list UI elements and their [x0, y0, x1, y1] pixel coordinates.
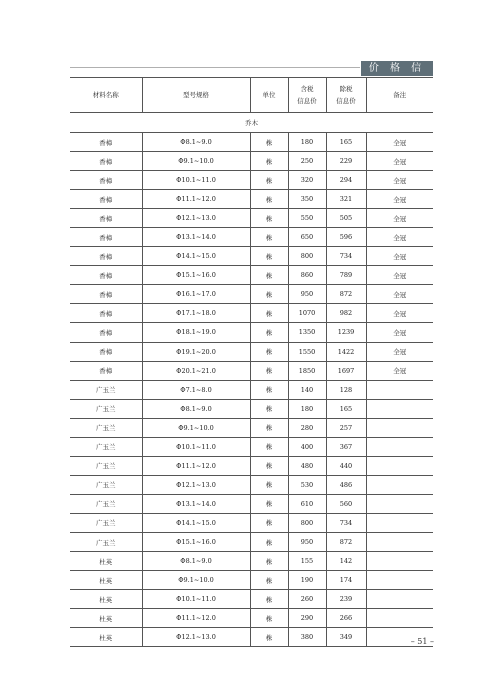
- cell-spec: Φ13.1~14.0: [142, 228, 250, 247]
- table-row: [70, 437, 433, 456]
- cell-tax-excluded-price: 872: [326, 285, 366, 304]
- cell-unit: 株: [250, 171, 288, 190]
- cell-unit: 株: [250, 456, 288, 475]
- cell-tax-excluded-price: 596: [326, 228, 366, 247]
- cell-material: 香樟: [70, 209, 142, 228]
- cell-tax-excluded-price: 1422: [326, 342, 366, 361]
- header-rule: [70, 67, 360, 68]
- cell-material: 香樟: [70, 171, 142, 190]
- cell-remark: 全冠: [366, 304, 433, 323]
- cell-tax-excluded-price: 142: [326, 552, 366, 571]
- cell-remark: 全冠: [366, 190, 433, 209]
- cell-material: 香樟: [70, 133, 142, 152]
- cell-material: 香樟: [70, 190, 142, 209]
- cell-unit: 株: [250, 590, 288, 609]
- cell-tax-included-price: 800: [288, 247, 326, 266]
- cell-tax-excluded-price: 165: [326, 133, 366, 152]
- cell-spec: Φ8.1~9.0: [142, 399, 250, 418]
- cell-unit: 株: [250, 323, 288, 342]
- cell-unit: 株: [250, 380, 288, 399]
- cell-remark: 全冠: [366, 152, 433, 171]
- cell-material: 广玉兰: [70, 456, 142, 475]
- table-row: [70, 552, 433, 571]
- cell-tax-excluded-price: 367: [326, 437, 366, 456]
- cell-material: 香樟: [70, 266, 142, 285]
- cell-tax-included-price: 290: [288, 609, 326, 628]
- column-header-remark: 备注: [366, 78, 433, 113]
- column-header-material: 材料名称: [70, 78, 142, 113]
- cell-material: 香樟: [70, 285, 142, 304]
- cell-unit: 株: [250, 247, 288, 266]
- header-line: 信息价: [336, 97, 356, 105]
- cell-tax-included-price: 350: [288, 190, 326, 209]
- table-row: [70, 475, 433, 494]
- table-row: [70, 418, 433, 437]
- cell-spec: Φ9.1~10.0: [142, 418, 250, 437]
- table-row: [70, 571, 433, 590]
- cell-spec: Φ10.1~11.0: [142, 171, 250, 190]
- cell-spec: Φ10.1~11.0: [142, 437, 250, 456]
- cell-spec: Φ11.1~12.0: [142, 456, 250, 475]
- cell-tax-excluded-price: 229: [326, 152, 366, 171]
- cell-tax-included-price: 530: [288, 475, 326, 494]
- table-row: [70, 247, 433, 266]
- cell-material: 杜英: [70, 571, 142, 590]
- cell-material: 广玉兰: [70, 380, 142, 399]
- cell-remark: 全冠: [366, 247, 433, 266]
- cell-remark: 全冠: [366, 323, 433, 342]
- cell-unit: 株: [250, 209, 288, 228]
- table-row: [70, 152, 433, 171]
- cell-material: 杜英: [70, 609, 142, 628]
- cell-material: 广玉兰: [70, 399, 142, 418]
- cell-tax-excluded-price: 486: [326, 475, 366, 494]
- cell-remark: [366, 590, 433, 609]
- cell-remark: [366, 475, 433, 494]
- cell-spec: Φ8.1~9.0: [142, 552, 250, 571]
- cell-unit: 株: [250, 266, 288, 285]
- cell-tax-excluded-price: 789: [326, 266, 366, 285]
- table-row: [70, 228, 433, 247]
- table-row: [70, 399, 433, 418]
- cell-spec: Φ17.1~18.0: [142, 304, 250, 323]
- cell-unit: 株: [250, 532, 288, 551]
- cell-material: 香樟: [70, 304, 142, 323]
- cell-material: 香樟: [70, 323, 142, 342]
- price-table: [70, 77, 433, 647]
- cell-spec: Φ11.1~12.0: [142, 609, 250, 628]
- table-row: [70, 609, 433, 628]
- cell-tax-excluded-price: 349: [326, 628, 366, 647]
- cell-tax-included-price: 1850: [288, 361, 326, 380]
- column-header-tax-excluded: [326, 78, 366, 113]
- cell-tax-included-price: 190: [288, 571, 326, 590]
- header-line: 含税: [300, 85, 314, 93]
- cell-unit: 株: [250, 609, 288, 628]
- cell-material: 杜英: [70, 552, 142, 571]
- cell-tax-excluded-price: 266: [326, 609, 366, 628]
- cell-remark: [366, 399, 433, 418]
- cell-tax-included-price: 320: [288, 171, 326, 190]
- header-line: 信息价: [297, 97, 317, 105]
- cell-remark: 全冠: [366, 209, 433, 228]
- cell-unit: 株: [250, 437, 288, 456]
- cell-tax-included-price: 280: [288, 418, 326, 437]
- cell-tax-included-price: 400: [288, 437, 326, 456]
- column-header-tax-included: [288, 78, 326, 113]
- cell-tax-included-price: 380: [288, 628, 326, 647]
- cell-tax-included-price: 250: [288, 152, 326, 171]
- cell-tax-excluded-price: 560: [326, 494, 366, 513]
- cell-material: 广玉兰: [70, 532, 142, 551]
- cell-remark: 全冠: [366, 361, 433, 380]
- table-row: [70, 304, 433, 323]
- cell-spec: Φ20.1~21.0: [142, 361, 250, 380]
- page-number: – 51 –: [410, 637, 434, 646]
- cell-material: 香樟: [70, 361, 142, 380]
- cell-remark: [366, 456, 433, 475]
- cell-remark: [366, 532, 433, 551]
- cell-tax-excluded-price: 1239: [326, 323, 366, 342]
- table-header-row: [70, 78, 433, 113]
- cell-tax-included-price: 1350: [288, 323, 326, 342]
- cell-tax-included-price: 950: [288, 285, 326, 304]
- table-row: [70, 266, 433, 285]
- cell-material: 香樟: [70, 152, 142, 171]
- section-title: 乔木: [70, 113, 433, 133]
- cell-material: 香樟: [70, 247, 142, 266]
- cell-tax-excluded-price: 734: [326, 513, 366, 532]
- cell-tax-included-price: 1550: [288, 342, 326, 361]
- cell-tax-included-price: 610: [288, 494, 326, 513]
- cell-unit: 株: [250, 190, 288, 209]
- cell-unit: 株: [250, 285, 288, 304]
- cell-tax-excluded-price: 239: [326, 590, 366, 609]
- cell-material: 杜英: [70, 628, 142, 647]
- cell-tax-excluded-price: 872: [326, 532, 366, 551]
- cell-material: 广玉兰: [70, 418, 142, 437]
- cell-spec: Φ9.1~10.0: [142, 152, 250, 171]
- table-row: [70, 133, 433, 152]
- table-row: [70, 190, 433, 209]
- table-row: [70, 171, 433, 190]
- cell-unit: 株: [250, 628, 288, 647]
- cell-material: 广玉兰: [70, 494, 142, 513]
- cell-material: 广玉兰: [70, 437, 142, 456]
- cell-unit: 株: [250, 399, 288, 418]
- column-header-spec: 型号规格: [142, 78, 250, 113]
- cell-unit: 株: [250, 475, 288, 494]
- cell-tax-excluded-price: 294: [326, 171, 366, 190]
- cell-tax-included-price: 480: [288, 456, 326, 475]
- cell-tax-excluded-price: 734: [326, 247, 366, 266]
- cell-tax-excluded-price: 257: [326, 418, 366, 437]
- cell-tax-excluded-price: 128: [326, 380, 366, 399]
- cell-material: 杜英: [70, 590, 142, 609]
- cell-material: 广玉兰: [70, 513, 142, 532]
- cell-unit: 株: [250, 361, 288, 380]
- cell-tax-included-price: 800: [288, 513, 326, 532]
- cell-unit: 株: [250, 494, 288, 513]
- cell-remark: 全冠: [366, 133, 433, 152]
- cell-tax-included-price: 260: [288, 590, 326, 609]
- column-header-unit: 单位: [250, 78, 288, 113]
- table-row: [70, 323, 433, 342]
- cell-remark: [366, 437, 433, 456]
- cell-remark: [366, 494, 433, 513]
- cell-unit: 株: [250, 228, 288, 247]
- cell-spec: Φ10.1~11.0: [142, 590, 250, 609]
- cell-material: 香樟: [70, 342, 142, 361]
- cell-spec: Φ8.1~9.0: [142, 133, 250, 152]
- section-tag: 价 格 信 息: [361, 61, 433, 76]
- section-row: [70, 113, 433, 133]
- cell-spec: Φ7.1~8.0: [142, 380, 250, 399]
- table-row: [70, 285, 433, 304]
- cell-remark: [366, 380, 433, 399]
- cell-tax-excluded-price: 1697: [326, 361, 366, 380]
- cell-unit: 株: [250, 342, 288, 361]
- table-row: [70, 342, 433, 361]
- cell-tax-included-price: 155: [288, 552, 326, 571]
- cell-spec: Φ14.1~15.0: [142, 247, 250, 266]
- cell-tax-excluded-price: 321: [326, 190, 366, 209]
- cell-spec: Φ11.1~12.0: [142, 190, 250, 209]
- cell-spec: Φ12.1~13.0: [142, 209, 250, 228]
- cell-remark: [366, 513, 433, 532]
- cell-spec: Φ12.1~13.0: [142, 475, 250, 494]
- cell-spec: Φ19.1~20.0: [142, 342, 250, 361]
- cell-material: 香樟: [70, 228, 142, 247]
- table-row: [70, 590, 433, 609]
- cell-remark: [366, 552, 433, 571]
- cell-remark: 全冠: [366, 285, 433, 304]
- cell-remark: 全冠: [366, 342, 433, 361]
- cell-spec: Φ16.1~17.0: [142, 285, 250, 304]
- cell-tax-excluded-price: 505: [326, 209, 366, 228]
- cell-tax-included-price: 1070: [288, 304, 326, 323]
- cell-tax-excluded-price: 165: [326, 399, 366, 418]
- cell-tax-included-price: 860: [288, 266, 326, 285]
- table-row: [70, 513, 433, 532]
- cell-remark: [366, 609, 433, 628]
- cell-remark: [366, 418, 433, 437]
- cell-tax-included-price: 550: [288, 209, 326, 228]
- cell-tax-excluded-price: 982: [326, 304, 366, 323]
- cell-tax-excluded-price: 174: [326, 571, 366, 590]
- cell-unit: 株: [250, 418, 288, 437]
- cell-spec: Φ14.1~15.0: [142, 513, 250, 532]
- cell-unit: 株: [250, 571, 288, 590]
- cell-tax-included-price: 140: [288, 380, 326, 399]
- cell-spec: Φ15.1~16.0: [142, 266, 250, 285]
- cell-material: 广玉兰: [70, 475, 142, 494]
- cell-unit: 株: [250, 133, 288, 152]
- table-row: [70, 494, 433, 513]
- cell-tax-included-price: 180: [288, 133, 326, 152]
- table-row: [70, 456, 433, 475]
- table-row: [70, 628, 433, 647]
- cell-spec: Φ9.1~10.0: [142, 571, 250, 590]
- cell-tax-included-price: 180: [288, 399, 326, 418]
- table-row: [70, 532, 433, 551]
- cell-spec: Φ13.1~14.0: [142, 494, 250, 513]
- cell-unit: 株: [250, 513, 288, 532]
- cell-remark: [366, 571, 433, 590]
- cell-unit: 株: [250, 304, 288, 323]
- cell-unit: 株: [250, 552, 288, 571]
- cell-unit: 株: [250, 152, 288, 171]
- table-body: [70, 113, 433, 647]
- cell-remark: 全冠: [366, 228, 433, 247]
- cell-spec: Φ18.1~19.0: [142, 323, 250, 342]
- table-row: [70, 361, 433, 380]
- header-line: 除税: [339, 85, 353, 93]
- cell-tax-excluded-price: 440: [326, 456, 366, 475]
- cell-tax-included-price: 650: [288, 228, 326, 247]
- cell-remark: 全冠: [366, 266, 433, 285]
- cell-tax-included-price: 950: [288, 532, 326, 551]
- cell-spec: Φ15.1~16.0: [142, 532, 250, 551]
- table-row: [70, 209, 433, 228]
- cell-remark: 全冠: [366, 171, 433, 190]
- table-row: [70, 380, 433, 399]
- cell-spec: Φ12.1~13.0: [142, 628, 250, 647]
